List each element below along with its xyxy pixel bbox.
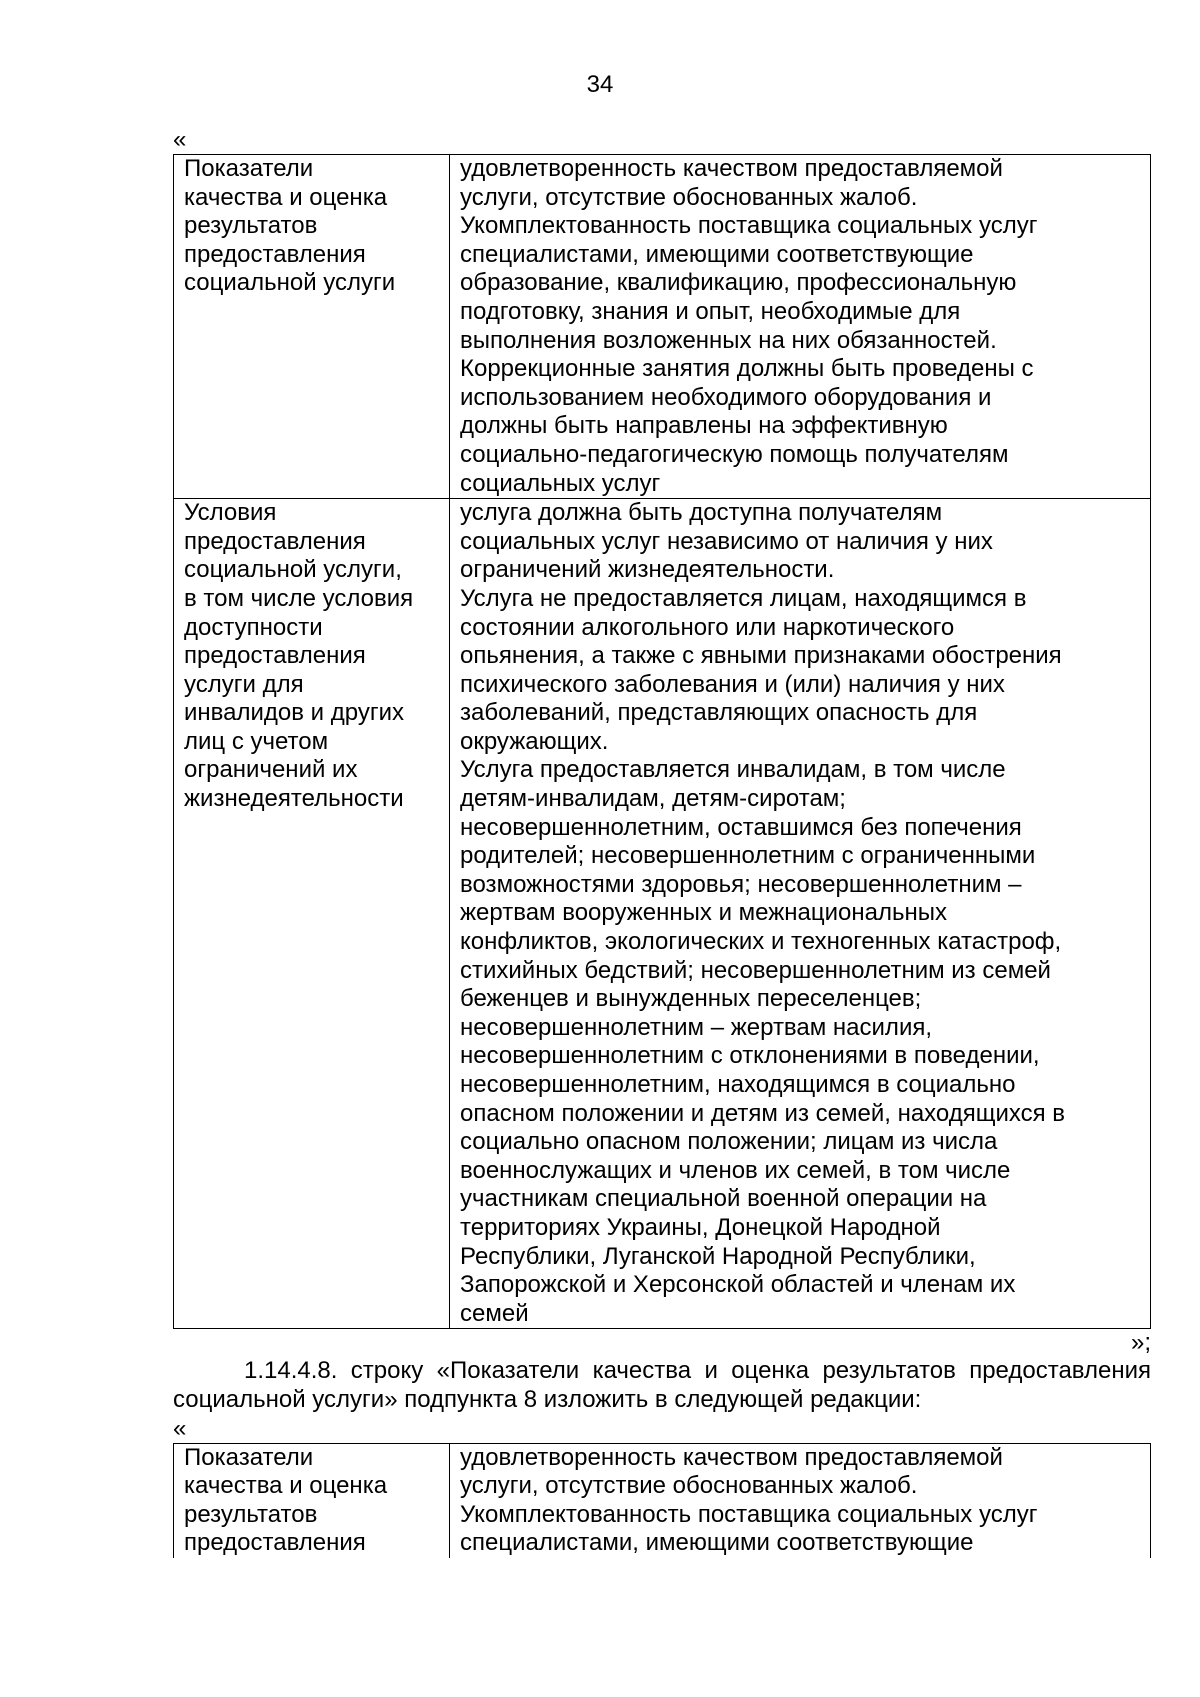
table-row	[174, 499, 1151, 1329]
table-continuation-wrapper	[173, 1443, 1151, 1558]
opening-quote-2: «	[173, 1414, 187, 1442]
opening-quote: «	[173, 126, 187, 153]
row-value-service-conditions: услуга должна быть доступна получателям социальных услуг независимо от наличия у них ограничений жизнедеятельности. Услуга не предоставляется лицам, находящимся в состоянии алкогольного или наркотического опьянения, а также с явными признаками обострения психического заболевания и (или) наличия у них заболеваний, представляющих опасность для окружающих. Услуга предоставляется инвалидам, в том числе детям-инвалидам, детям-сиротам; несовершеннолетним, оставшимся без попечения родителей; несовершеннолетним с ограниченными возможностями здоровья; несовершеннолетним – жертвам вооруженных и межнациональных конфликтов, экологических и техногенных катастроф, стихийных бедствий; несовершеннолетним из семей беженцев и вынужденных переселенцев; несовершеннолетним – жертвам насилия, несовершеннолетним с отклонениями в поведении, несовершеннолетним, находящимся в социально опасном положении и детям из семей, находящихся в социально опасном положении; лицам из числа военнослужащих и членов их семей, в том числе участникам специальной военной операции на территориях Украины, Донецкой Народной Республики, Луганской Народной Республики, Запорожской и Херсонской областей и членам их семей	[450, 499, 1151, 1329]
table-quality-indicators-new	[173, 1443, 1151, 1558]
row-label-quality-indicators-new: Показатели качества и оценка результатов предоставления	[174, 1443, 450, 1558]
row-label-quality-indicators: Показатели качества и оценка результатов предоставления социальной услуги	[174, 155, 450, 499]
table-row	[174, 155, 1151, 499]
amendment-paragraph: 1.14.4.8. строку «Показатели качества и оценка результатов предоставления социальной услуги» подпункта 8 изложить в следующей редакции:	[173, 1357, 1151, 1413]
row-value-quality-indicators: удовлетворенность качеством предоставляемой услуги, отсутствие обоснованных жалоб. Укомплектованность поставщика социальных услуг специалистами, имеющими соответствующие образование, квалификацию, профессиональную подготовку, знания и опыт, необходимые для выполнения возложенных на них обязанностей. Коррекционные занятия должны быть проведены с использованием необходимого оборудования и должны быть направлены на эффективную социально-педагогическую помощь получателям социальных услуг	[450, 155, 1151, 499]
page-number: 34	[586, 71, 614, 98]
document-body	[173, 126, 1151, 1558]
closing-quote: »;	[1130, 1329, 1151, 1357]
table-social-service-conditions	[173, 154, 1151, 1329]
row-value-quality-indicators-new: удовлетворенность качеством предоставляемой услуги, отсутствие обоснованных жалоб. Укомплектованность поставщика социальных услуг специалистами, имеющими соответствующие	[450, 1443, 1151, 1558]
table-row	[174, 1443, 1151, 1558]
row-label-service-conditions: Условия предоставления социальной услуги, в том числе условия доступности предоставления услуги для инвалидов и других лиц с учетом ограничений их жизнедеятельности	[174, 499, 450, 1329]
